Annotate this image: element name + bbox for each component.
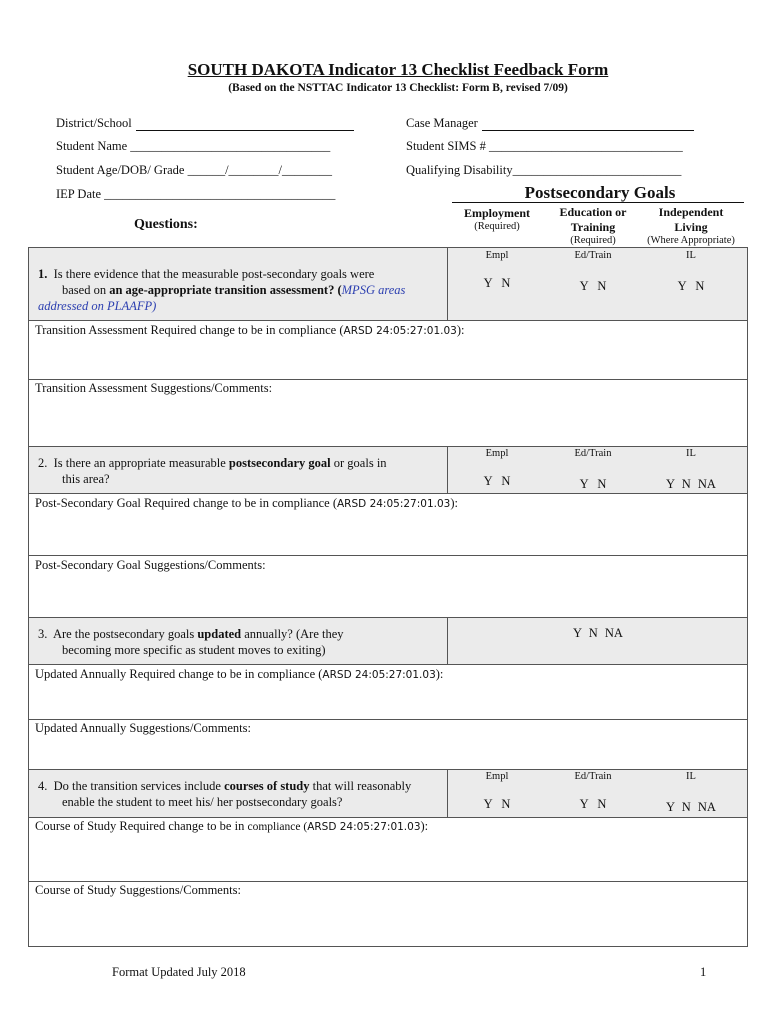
q4-required-text-b: compliance ( [247,821,308,833]
district-field[interactable] [56,116,354,131]
page-number: 1 [700,965,707,979]
form-subtitle: (Based on the NSTTAC Indicator 13 Checklist: Form B, revised 7/09) [228,82,568,94]
q4-text-b: that will reasonably [312,779,412,793]
iep-date-field[interactable] [56,187,335,202]
q1-col-edtrain: Ed/Train [574,250,612,261]
q4-suggestions-label: Course of Study Suggestions/Comments: [35,883,241,897]
q4-num: 4. [38,779,48,793]
education-title-1: Education or [559,205,627,219]
q3-required-close: ): [435,667,444,681]
education-header [548,205,638,246]
q4-bold: courses of study [224,779,310,793]
q3-required-text: Updated Annually Required change to be in compliance ( [35,667,323,681]
q4-text-c: enable the student to meet his/ her postsecondary goals? [62,795,343,809]
q2-edtrain-answer[interactable]: Y N [579,477,607,491]
district-label: District/School [56,116,132,130]
q3-answer[interactable]: Y N NA [573,626,623,640]
q2-col-empl: Empl [485,448,509,459]
age-dob-grade-field[interactable]: Student Age/DOB/ Grade ______/________/________ [56,163,333,177]
employment-title: Employment [464,206,530,220]
q2-required-text: Post-Secondary Goal Required change to be in compliance ( [35,496,337,510]
student-name-blank[interactable]: ________________________________ [130,139,331,153]
district-line[interactable] [136,118,354,131]
student-sims-blank[interactable]: _______________________________ [489,139,683,153]
q4-edtrain-answer[interactable]: Y N [579,797,607,811]
q2-required-close: ): [450,496,458,510]
q1-blue-b: addressed on PLAAFP) [38,299,157,313]
independent-title-1: Independent [658,205,724,219]
q1-required-close: ): [456,323,465,337]
q2-text-a: Is there an appropriate measurable [53,456,226,470]
q2-num: 2. [38,456,48,470]
q3-num: 3. [38,627,48,641]
independent-sub: (Where Appropriate) [647,235,735,246]
goals-title-rule [452,202,744,203]
independent-title-2: Living [674,220,708,234]
q4-required-text: Course of Study Required change to be in [35,819,245,833]
q1-required-text: Transition Assessment Required change to be in compliance ( [35,323,344,337]
q1-text [38,266,440,314]
q3-suggestions-label: Updated Annually Suggestions/Comments: [35,721,251,735]
education-title-2: Training [570,220,616,234]
q3-required-code: ARSD 24:05:27:01.03 [322,669,436,681]
q4-text-a: Do the transition services include [53,779,221,793]
form-title: SOUTH DAKOTA Indicator 13 Checklist Feedback Form [187,60,609,79]
case-manager-field[interactable] [406,116,694,131]
q4-il-answer[interactable]: Y N NA [666,800,716,814]
q1-blue-a: MPSG areas [341,283,406,297]
student-name-field[interactable] [56,139,330,154]
qualifying-disability-field[interactable]: Qualifying Disability___________________________ [406,163,682,177]
q3-text-c: becoming more specific as student moves to exiting) [62,643,326,657]
q2-col-edtrain: Ed/Train [574,448,612,459]
iep-date-blank[interactable]: _____________________________________ [104,187,336,201]
iep-date-label: IEP Date [56,187,102,201]
q2-required-label [35,496,458,511]
q2-bold: postsecondary goal [228,456,331,470]
q2-required-code: ARSD 24:05:27:01.03 [337,498,451,510]
q1-col-il: IL [686,250,696,261]
q1-num: 1. [38,267,48,281]
case-manager-label: Case Manager [406,116,478,130]
q2-il-answer[interactable]: Y N NA [666,477,716,491]
student-sims-field[interactable] [406,139,683,154]
q3-answer-box [447,617,748,665]
student-sims-label: Student SIMS # [406,139,486,153]
employment-header [452,206,542,232]
q1-required-code: ARSD 24:05:27:01.03 [343,325,457,337]
education-sub: (Required) [570,235,616,246]
questions-label: Questions: [134,217,198,232]
q4-empl-answer[interactable]: Y N [483,797,511,811]
q4-required-code: ARSD 24:05:27:01.03 [307,821,421,833]
q4-required-close: ): [420,819,429,833]
q2-text-c: this area? [62,472,110,486]
q1-suggestions-label: Transition Assessment Suggestions/Comments: [35,381,273,395]
q3-text-b: annually? (Are they [244,627,344,641]
q4-required-label [35,819,428,834]
q2-empl-answer[interactable]: Y N [483,474,511,488]
q4-col-il: IL [686,771,696,782]
case-manager-line[interactable] [482,118,694,131]
q1-col-empl: Empl [485,250,509,261]
q4-text [38,778,442,810]
q1-required-label [35,323,464,338]
q1-text-a: Is there evidence that the measurable post-secondary goals were [53,267,375,281]
q3-text-a: Are the postsecondary goals [52,627,195,641]
q2-suggestions-label: Post-Secondary Goal Suggestions/Comments: [35,558,266,572]
q1-text-b: based on [62,283,107,297]
q1-empl-answer[interactable]: Y N [483,276,511,290]
q1-edtrain-answer[interactable]: Y N [579,279,607,293]
q4-col-empl: Empl [485,771,509,782]
q1-bold: an age-appropriate transition assessment? [109,283,335,297]
q2-text-b: or goals in [333,456,387,470]
q3-bold: updated [197,627,242,641]
q3-required-label [35,667,443,682]
q2-col-il: IL [686,448,696,459]
q1-paren: ( [337,283,342,297]
q1-il-answer[interactable]: Y N [677,279,705,293]
q4-col-edtrain: Ed/Train [574,771,612,782]
postsecondary-goals-title: Postsecondary Goals [524,183,676,202]
employment-sub: (Required) [474,221,520,232]
independent-header [638,205,744,246]
q2-text [38,455,440,487]
q3-text [38,626,440,658]
student-name-label: Student Name [56,139,128,153]
footer-format-updated: Format Updated July 2018 [112,965,246,979]
